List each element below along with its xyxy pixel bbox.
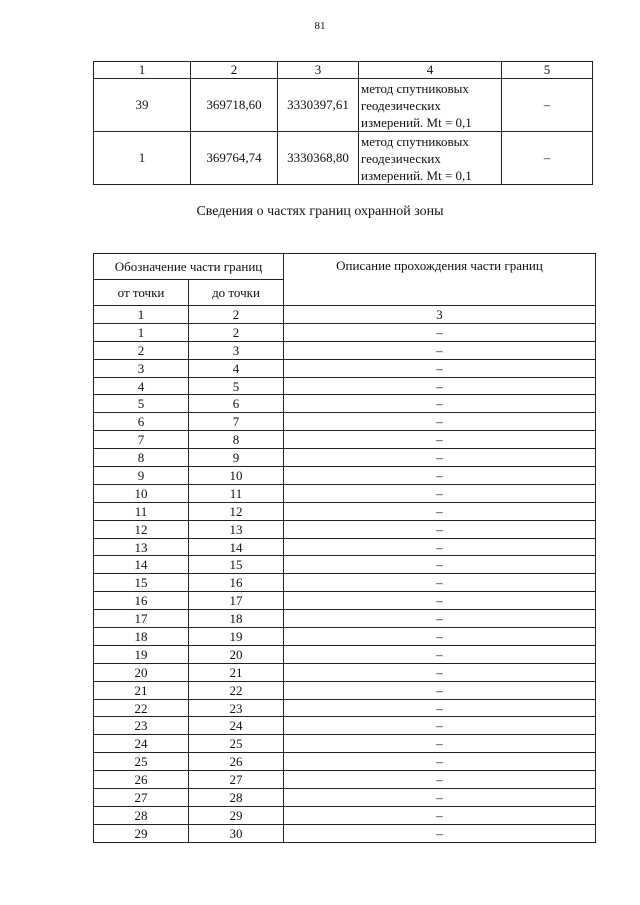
from-point-cell: 7 bbox=[94, 431, 189, 449]
from-point-cell: 9 bbox=[94, 467, 189, 485]
table-header-row bbox=[94, 62, 593, 79]
from-point-cell: 14 bbox=[94, 556, 189, 574]
to-point-cell: 24 bbox=[189, 717, 284, 735]
to-point-cell: 16 bbox=[189, 574, 284, 592]
to-point-cell: 8 bbox=[189, 431, 284, 449]
description-cell: – bbox=[284, 467, 596, 485]
table-row bbox=[94, 645, 596, 663]
y-coordinate: 3330397,61 bbox=[278, 79, 359, 132]
description-cell: – bbox=[284, 341, 596, 359]
x-coordinate: 369764,74 bbox=[191, 132, 278, 185]
y-coordinate: 3330368,80 bbox=[278, 132, 359, 185]
table-row bbox=[94, 753, 596, 771]
column-number-cell: 2 bbox=[189, 306, 284, 324]
to-point-cell: 18 bbox=[189, 610, 284, 628]
table-row bbox=[94, 806, 596, 824]
section-title: Сведения о частях границ охранной зоны bbox=[196, 204, 444, 219]
table-row bbox=[94, 359, 596, 377]
table-row bbox=[94, 132, 593, 185]
table-row bbox=[94, 413, 596, 431]
description-cell: – bbox=[284, 806, 596, 824]
to-point-cell: 29 bbox=[189, 806, 284, 824]
from-point-cell: 24 bbox=[94, 735, 189, 753]
from-point-cell: 1 bbox=[94, 323, 189, 341]
description-cell: – bbox=[284, 520, 596, 538]
header-cell: 3 bbox=[278, 62, 359, 79]
to-point-cell: 5 bbox=[189, 377, 284, 395]
table-row bbox=[94, 610, 596, 628]
to-point-cell: 10 bbox=[189, 467, 284, 485]
to-point-cell: 2 bbox=[189, 323, 284, 341]
table-row bbox=[94, 341, 596, 359]
description-cell: – bbox=[284, 699, 596, 717]
header-to-cell: до точки bbox=[189, 280, 284, 306]
from-point-cell: 27 bbox=[94, 789, 189, 807]
from-point-cell: 18 bbox=[94, 628, 189, 646]
header-description-cell: Описание прохождения части границ bbox=[284, 254, 596, 306]
from-point-cell: 10 bbox=[94, 484, 189, 502]
table-row bbox=[94, 377, 596, 395]
to-point-cell: 30 bbox=[189, 824, 284, 842]
table-row bbox=[94, 663, 596, 681]
table-row bbox=[94, 735, 596, 753]
page-number: 81 bbox=[314, 20, 326, 32]
table-row bbox=[94, 484, 596, 502]
table-row bbox=[94, 717, 596, 735]
point-number: 1 bbox=[94, 132, 191, 185]
table-row bbox=[94, 520, 596, 538]
description-cell: – bbox=[284, 735, 596, 753]
table-row bbox=[94, 538, 596, 556]
from-point-cell: 8 bbox=[94, 449, 189, 467]
table-row bbox=[94, 449, 596, 467]
from-point-cell: 6 bbox=[94, 413, 189, 431]
to-point-cell: 23 bbox=[189, 699, 284, 717]
x-coordinate: 369718,60 bbox=[191, 79, 278, 132]
description-cell: – bbox=[284, 502, 596, 520]
table-row bbox=[94, 79, 593, 132]
to-point-cell: 3 bbox=[189, 341, 284, 359]
to-point-cell: 15 bbox=[189, 556, 284, 574]
table-row bbox=[94, 431, 596, 449]
from-point-cell: 17 bbox=[94, 610, 189, 628]
description-cell: – bbox=[284, 628, 596, 646]
column-number-cell: 1 bbox=[94, 306, 189, 324]
description-cell: – bbox=[284, 323, 596, 341]
column-number-row bbox=[94, 306, 596, 324]
from-point-cell: 26 bbox=[94, 771, 189, 789]
description-cell: – bbox=[284, 413, 596, 431]
description-cell: – bbox=[284, 681, 596, 699]
from-point-cell: 3 bbox=[94, 359, 189, 377]
description-cell: – bbox=[284, 645, 596, 663]
header-cell: 4 bbox=[359, 62, 502, 79]
to-point-cell: 22 bbox=[189, 681, 284, 699]
table-row bbox=[94, 592, 596, 610]
from-point-cell: 20 bbox=[94, 663, 189, 681]
from-point-cell: 15 bbox=[94, 574, 189, 592]
table-row bbox=[94, 395, 596, 413]
table-row bbox=[94, 556, 596, 574]
description-cell: – bbox=[284, 610, 596, 628]
boundary-parts-table bbox=[93, 253, 596, 843]
to-point-cell: 20 bbox=[189, 645, 284, 663]
to-point-cell: 21 bbox=[189, 663, 284, 681]
to-point-cell: 11 bbox=[189, 484, 284, 502]
from-point-cell: 29 bbox=[94, 824, 189, 842]
description-cell: – bbox=[284, 824, 596, 842]
header-from-cell: от точки bbox=[94, 280, 189, 306]
description-cell: – bbox=[284, 484, 596, 502]
from-point-cell: 19 bbox=[94, 645, 189, 663]
from-point-cell: 25 bbox=[94, 753, 189, 771]
table-row bbox=[94, 467, 596, 485]
to-point-cell: 27 bbox=[189, 771, 284, 789]
description-cell: – bbox=[284, 449, 596, 467]
header-group-cell: Обозначение части границ bbox=[94, 254, 284, 280]
to-point-cell: 9 bbox=[189, 449, 284, 467]
to-point-cell: 6 bbox=[189, 395, 284, 413]
table-row bbox=[94, 574, 596, 592]
to-point-cell: 7 bbox=[189, 413, 284, 431]
method-description: метод спутниковых геодезических измерений. Mt = 0,1 bbox=[359, 79, 502, 132]
from-point-cell: 16 bbox=[94, 592, 189, 610]
to-point-cell: 19 bbox=[189, 628, 284, 646]
header-cell: 2 bbox=[191, 62, 278, 79]
header-cell: 5 bbox=[502, 62, 593, 79]
points-table bbox=[93, 61, 593, 185]
description-cell: – bbox=[284, 359, 596, 377]
to-point-cell: 14 bbox=[189, 538, 284, 556]
to-point-cell: 17 bbox=[189, 592, 284, 610]
description-cell: – bbox=[284, 377, 596, 395]
description-cell: – bbox=[284, 556, 596, 574]
description-cell: – bbox=[284, 574, 596, 592]
from-point-cell: 21 bbox=[94, 681, 189, 699]
table-header-row bbox=[94, 254, 596, 280]
from-point-cell: 23 bbox=[94, 717, 189, 735]
method-description: метод спутниковых геодезических измерений. Mt = 0,1 bbox=[359, 132, 502, 185]
description-cell: – bbox=[284, 717, 596, 735]
description-cell: – bbox=[284, 753, 596, 771]
table-row bbox=[94, 824, 596, 842]
table-row bbox=[94, 628, 596, 646]
to-point-cell: 26 bbox=[189, 753, 284, 771]
description-cell: – bbox=[284, 663, 596, 681]
description-cell: – bbox=[284, 538, 596, 556]
from-point-cell: 2 bbox=[94, 341, 189, 359]
table-row bbox=[94, 323, 596, 341]
from-point-cell: 28 bbox=[94, 806, 189, 824]
from-point-cell: 22 bbox=[94, 699, 189, 717]
note-cell: – bbox=[502, 132, 593, 185]
point-number: 39 bbox=[94, 79, 191, 132]
description-cell: – bbox=[284, 789, 596, 807]
table-row bbox=[94, 771, 596, 789]
table-row bbox=[94, 699, 596, 717]
description-cell: – bbox=[284, 592, 596, 610]
to-point-cell: 13 bbox=[189, 520, 284, 538]
header-cell: 1 bbox=[94, 62, 191, 79]
to-point-cell: 4 bbox=[189, 359, 284, 377]
column-number-cell: 3 bbox=[284, 306, 596, 324]
note-cell: – bbox=[502, 79, 593, 132]
table-row bbox=[94, 681, 596, 699]
to-point-cell: 25 bbox=[189, 735, 284, 753]
table-row bbox=[94, 789, 596, 807]
from-point-cell: 13 bbox=[94, 538, 189, 556]
from-point-cell: 4 bbox=[94, 377, 189, 395]
from-point-cell: 12 bbox=[94, 520, 189, 538]
table-row bbox=[94, 502, 596, 520]
description-cell: – bbox=[284, 395, 596, 413]
to-point-cell: 28 bbox=[189, 789, 284, 807]
description-cell: – bbox=[284, 771, 596, 789]
from-point-cell: 11 bbox=[94, 502, 189, 520]
to-point-cell: 12 bbox=[189, 502, 284, 520]
from-point-cell: 5 bbox=[94, 395, 189, 413]
description-cell: – bbox=[284, 431, 596, 449]
